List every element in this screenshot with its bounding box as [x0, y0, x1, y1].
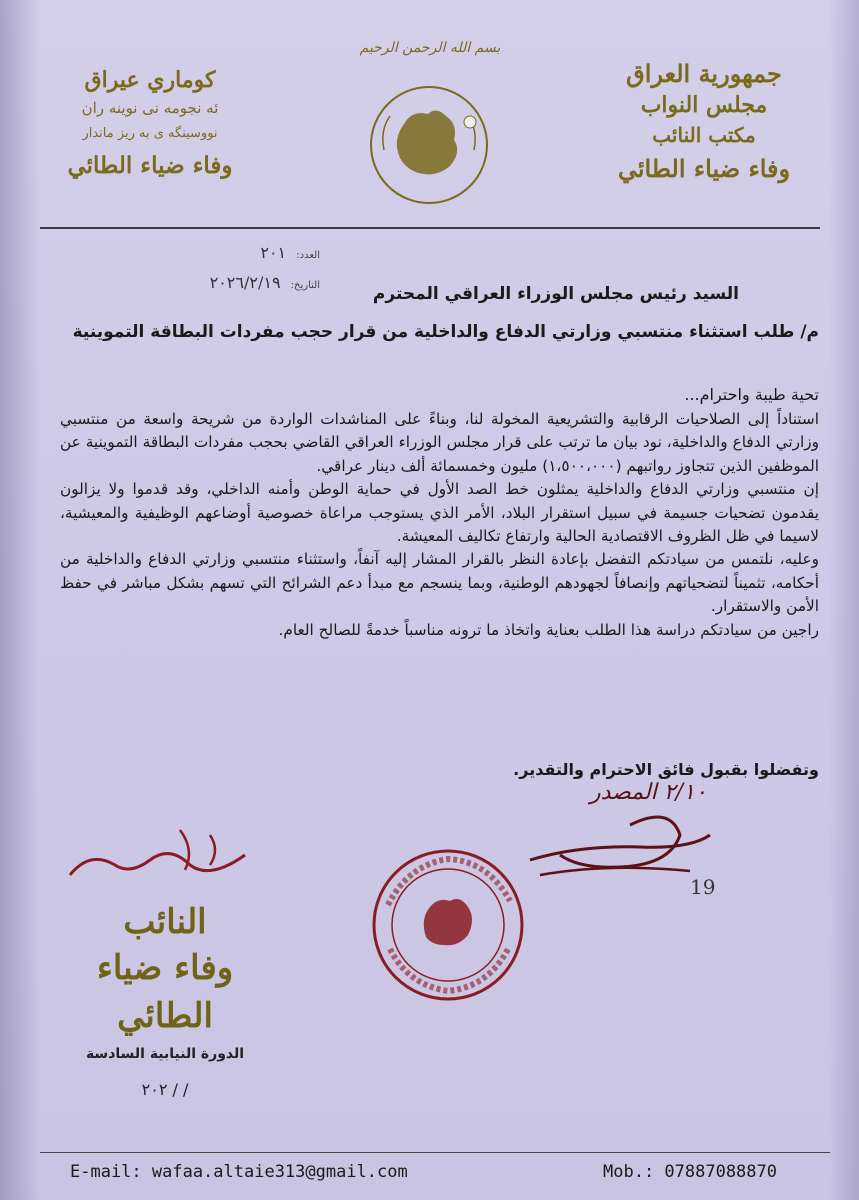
- signatory-name: وفاء ضياء الطائي: [96, 948, 234, 1036]
- letter-body: [60, 408, 819, 642]
- reference-block: [60, 238, 320, 298]
- footer-mobile: Mob.: 07887088870: [603, 1162, 777, 1182]
- page-shadow-left: [0, 0, 40, 1200]
- greeting: تحية طيبة واحترام...: [684, 385, 819, 404]
- signatory-title: النائب: [123, 902, 207, 942]
- signature-date: ٢٠٢ / /: [141, 1080, 189, 1099]
- body-paragraph: راجين من سيادتكم دراسة هذا الطلب بعناية واتخاذ ما ترونه مناسباً خدمةً للصالح العام.: [278, 620, 819, 639]
- date-value: ٢٠٢٦/٢/١٩: [209, 273, 281, 292]
- body-paragraph: وعليه، نلتمس من سيادتكم التفضل بإعادة النظر بالقرار المشار إليه آنفاً، واستثناء منتسبي وزارتي الدفاع والداخلية من أحكامه، تثميناً لتضحياتهم وإنصافاً لجهودهم الوطنية، وبما ينسجم مع مبدأ دعم الشرائح التي تسهم بشكل مباشر في حفظ الأمن والاستقرار.: [60, 550, 819, 616]
- page-shadow-right: [829, 0, 859, 1200]
- letterhead-name: وفاء ضياء الطائي: [617, 154, 791, 183]
- header-divider: [40, 227, 820, 229]
- letterhead-kurdish-office: نووسينگه ى به ريز ماندار: [82, 126, 218, 141]
- letterhead-kurdish-name: وفاء ضياء الطائي: [67, 152, 233, 179]
- letterhead-arabic: [599, 58, 809, 188]
- letterhead-country: جمهورية العراق: [626, 59, 782, 88]
- letterhead-kurdish-council: ئه نجومه نى نوينه ران: [81, 99, 219, 117]
- closing-line: وتفضلوا بقبول فائق الاحترام والتقدير.: [513, 760, 819, 779]
- parliamentary-session: الدورة النيابية السادسة: [85, 1046, 245, 1062]
- addressee: السيد رئيس مجلس الوزراء العراقي المحترم: [372, 284, 739, 304]
- handwritten-number: 19: [690, 875, 716, 899]
- subject-line: م/ طلب استثناء منتسبي وزارتي الدفاع والداخلية من قرار حجب مفردات البطاقة التموينية: [72, 322, 819, 342]
- iraq-map-emblem: [362, 80, 497, 210]
- body-paragraph: إن منتسبي وزارتي الدفاع والداخلية يمثلون خط الصد الأول في حماية الوطن وأمنه الداخلي، وقد قدموا ولا يزالون يقدمون تضحيات جسيمة في سبيل استقرار البلاد، الأمر الذي يستوجب مراعاة خصوصية أوضاعهم الوظيفية والمعيشية، لاسيما في ظل الظروف الاقتصادية الحالية وارتفاع تكاليف المعيشة.: [60, 480, 819, 546]
- handwritten-signature-left: [60, 820, 260, 895]
- number-label: العدد:: [296, 250, 320, 261]
- footer-email: E-mail: wafaa.altaie313@gmail.com: [70, 1162, 408, 1182]
- footer-divider: [40, 1152, 830, 1153]
- date-label: التاريخ:: [290, 280, 320, 291]
- letterhead-council: مجلس النواب: [640, 92, 768, 118]
- letterhead-kurdish-country: كوماري عيراق: [84, 67, 216, 93]
- basmala: بسم الله الرحمن الرحيم: [359, 40, 501, 56]
- official-stamp: [368, 845, 528, 1005]
- number-value: ٢٠١: [260, 243, 287, 262]
- letterhead-kurdish: [55, 65, 245, 185]
- signature-block: [55, 900, 275, 1099]
- letterhead-office: مكتب النائب: [652, 123, 756, 147]
- handwritten-note: ٢/١٠ المصدر: [590, 780, 707, 805]
- body-paragraph: استناداً إلى الصلاحيات الرقابية والتشريعية المخولة لنا، وبناءً على المناشدات الواردة من شريحة واسعة من منتسبي وزارتي الدفاع والداخلية، نود بيان ما ترتب على قرار مجلس الوزراء العراقي القاضي بحجب مفردات البطاقة التموينية عن الموظفين الذين تتجاوز رواتبهم (١،٥٠٠،٠٠٠) مليون وخمسمائة ألف دينار عراقي.: [60, 410, 819, 475]
